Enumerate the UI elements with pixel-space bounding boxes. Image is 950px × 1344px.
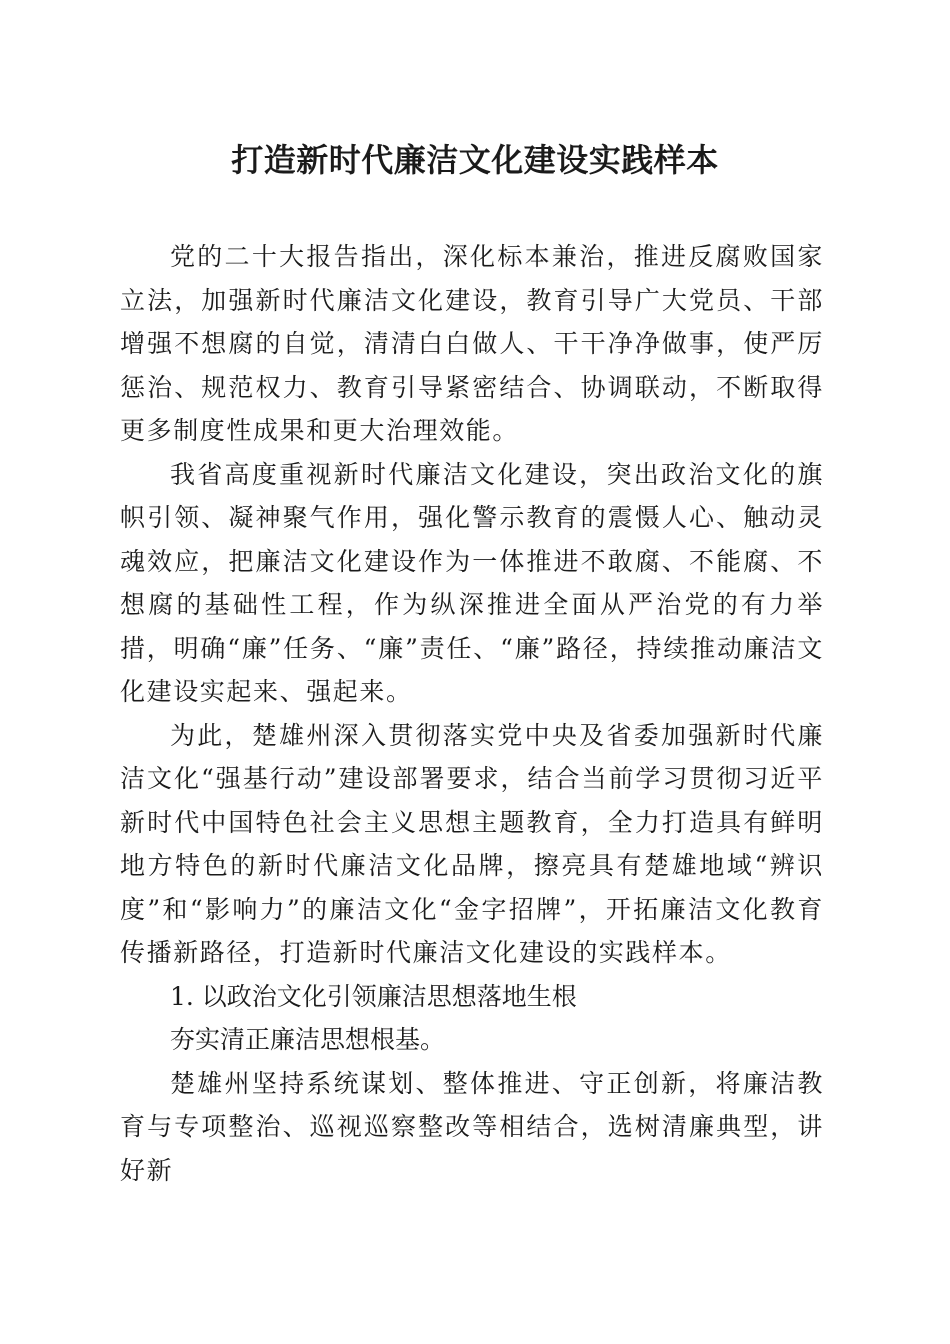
document-body (120, 235, 824, 1192)
paragraph-intro: 党的二十大报告指出，深化标本兼治，推进反腐败国家立法，加强新时代廉洁文化建设，教育引导广大党员、干部增强不想腐的自觉，清清白白做人、干干净净做事，使严厉惩治、规范权力、教育引导紧密结合、协调联动，不断取得更多制度性成果和更大治理效能。 (120, 242, 824, 445)
section-heading-1: 1. 以政治文化引领廉洁思想落地生根 (170, 981, 577, 1011)
subheading-foundation: 夯实清正廉洁思想根基。 (170, 1025, 446, 1054)
paragraph-practice: 楚雄州坚持系统谋划、整体推进、守正创新，将廉洁教育与专项整治、巡视巡察整改等相结合，选树清廉典型，讲好新 (120, 1068, 824, 1185)
document-title: 打造新时代廉洁文化建设实践样本 (231, 141, 719, 179)
paragraph-chuxiong: 为此，楚雄州深入贯彻落实党中央及省委加强新时代廉洁文化“强基行动”建设部署要求，结合当前学习贯彻习近平新时代中国特色社会主义思想主题教育，全力打造具有鲜明地方特色的新时代廉洁文化品牌，擦亮具有楚雄地域“辨识度”和“影响力”的廉洁文化“金字招牌”，开拓廉洁文化教育传播新路径，打造新时代廉洁文化建设的实践样本。 (120, 720, 824, 967)
paragraph-province: 我省高度重视新时代廉洁文化建设，突出政治文化的旗帜引领、凝神聚气作用，强化警示教育的震慑人心、触动灵魂效应，把廉洁文化建设作为一体推进不敢腐、不能腐、不想腐的基础性工程，作为纵深推进全面从严治党的有力举措，明确“廉”任务、“廉”责任、“廉”路径，持续推动廉洁文化建设实起来、强起来。 (120, 459, 824, 706)
